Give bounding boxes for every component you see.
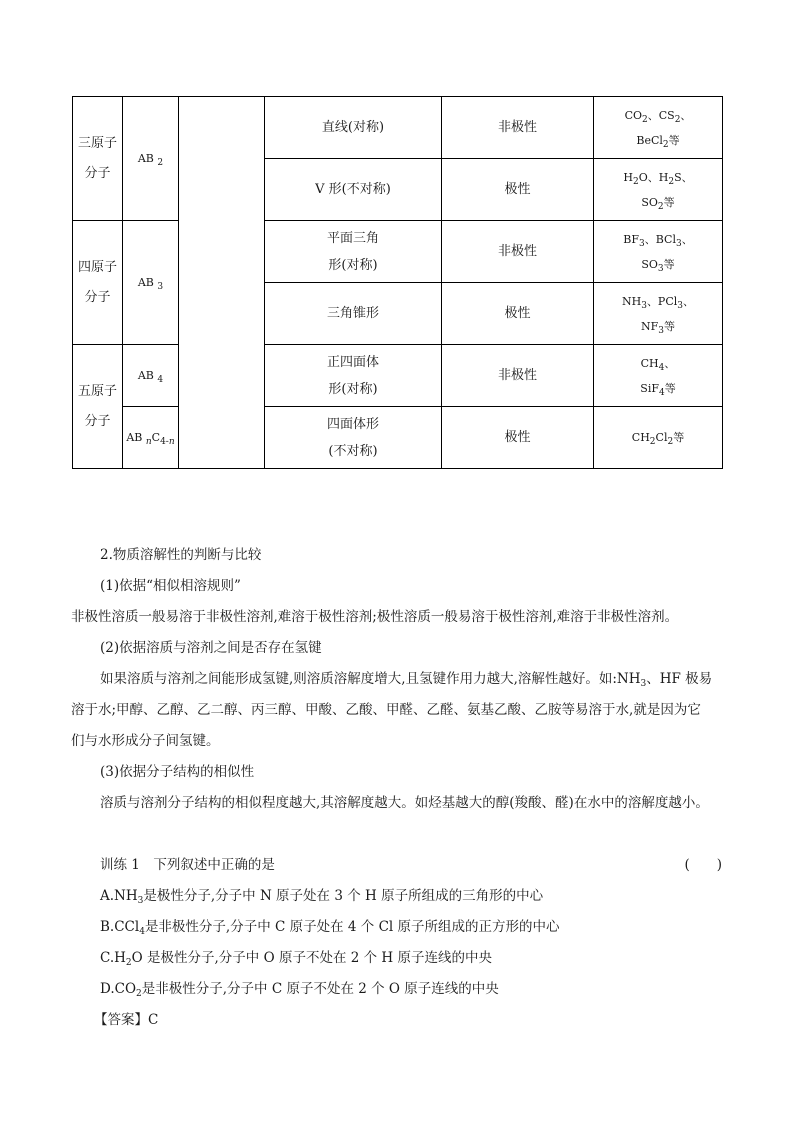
shape-cell: 直线(对称) — [265, 97, 442, 159]
shape-cell — [265, 407, 442, 469]
shape-label: 正四面体 形(对称) — [326, 354, 379, 397]
option-d: $D.CO_2$是非极性分子,分子中 C 原子不处在 2 个 O 原子连线的中央 — [100, 981, 499, 999]
polarity-cell: 极性 — [442, 283, 594, 345]
table-row — [73, 345, 723, 407]
paragraph: 如果溶质与溶剂之间能形成氢键,则溶质溶解度增大,且氢键作用力越大,溶解性越好。如$:NH_3$、HF 极易 — [100, 671, 713, 689]
polarity-cell: 非极性 — [442, 97, 594, 159]
shape-label: 平面三角 形(对称) — [326, 230, 379, 273]
polarity-cell: 非极性 — [442, 345, 594, 407]
subsection-title: (3)依据分子结构的相似性 — [100, 764, 255, 780]
formula-cell: AB $_3$ — [123, 221, 179, 345]
option-a: $A.NH_3$是极性分子,分子中 N 原子处在 3 个 H 原子所组成的三角形的中心 — [100, 888, 544, 906]
table-row — [73, 221, 723, 283]
subsection-title: (1)依据“相似相溶规则” — [100, 578, 241, 594]
polarity-cell: 非极性 — [442, 221, 594, 283]
paragraph: 们与水形成分子间氢键。 — [71, 733, 220, 749]
paragraph: 溶质与溶剂分子结构的相似程度越大,其溶解度越大。如烃基越大的醇(羧酸、醛)在水中的溶解度越小。 — [100, 795, 709, 811]
answer-paren: ( ) — [684, 857, 722, 873]
formula-cell: AB $_2$ — [123, 97, 179, 221]
subsection-title: (2)依据溶质与溶剂之间是否存在氢键 — [100, 640, 322, 656]
shape-label: 四面体形 (不对称) — [326, 416, 379, 459]
shape-cell — [265, 345, 442, 407]
shape-cell: V 形(不对称) — [265, 159, 442, 221]
molecule-polarity-table — [72, 96, 723, 469]
polarity-cell: 极性 — [442, 159, 594, 221]
group-label: 五原子 分子 — [77, 383, 117, 429]
group-cell — [73, 345, 123, 469]
option-b: B.CCl$_4$是非极性分子,分子中 C 原子处在 4 个 Cl 原子所组成的正方形的中心 — [100, 919, 560, 937]
examples-cell: $BF_3$、BCl$_3$、 $SO_3$等 — [594, 221, 723, 283]
examples-cell: $CH_2Cl_2$等 — [594, 407, 723, 469]
exercise-block — [94, 850, 740, 1036]
examples-cell: $CO_2$、$CS_2$、 BeCl$_2$等 — [594, 97, 723, 159]
group-label: 四原子 分子 — [77, 259, 117, 305]
solubility-section — [71, 540, 740, 819]
formula-cell: AB $_4$ — [123, 345, 179, 407]
blank-cell — [179, 97, 265, 469]
paragraph: 非极性溶质一般易溶于非极性溶剂,难溶于极性溶剂;极性溶质一般易溶于极性溶剂,难溶于非极性溶剂。 — [71, 609, 679, 625]
polarity-cell: 极性 — [442, 407, 594, 469]
group-cell — [73, 221, 123, 345]
table-row — [73, 97, 723, 159]
examples-cell: $NH_3$、PCl$_3$、 $NF_3$等 — [594, 283, 723, 345]
group-label: 三原子 分子 — [77, 135, 117, 181]
table-row — [73, 407, 723, 469]
option-c: $C.H_2O$ 是极性分子,分子中 O 原子不处在 2 个 H 原子连线的中央 — [100, 950, 492, 968]
formula-cell: AB $_nC_{4-n}$ — [123, 407, 179, 469]
exercise-stem-line — [100, 850, 740, 881]
section-title: 2.物质溶解性的判断与比较 — [100, 547, 262, 563]
shape-cell — [265, 221, 442, 283]
shape-cell: 三角锥形 — [265, 283, 442, 345]
examples-cell: $H_2O$、$H_2S$、 $SO_2$等 — [594, 159, 723, 221]
paragraph: 溶于水;甲醇、乙醇、乙二醇、丙三醇、甲酸、乙酸、甲醛、乙醛、氨基乙酸、乙胺等易溶于水,就是因为它 — [71, 702, 701, 718]
group-cell — [73, 97, 123, 221]
exercise-stem: 训练 1 下列叙述中正确的是 — [100, 857, 275, 873]
examples-cell: $CH_4$、 SiF$_4$等 — [594, 345, 723, 407]
answer: 【答案】C — [94, 1012, 159, 1028]
